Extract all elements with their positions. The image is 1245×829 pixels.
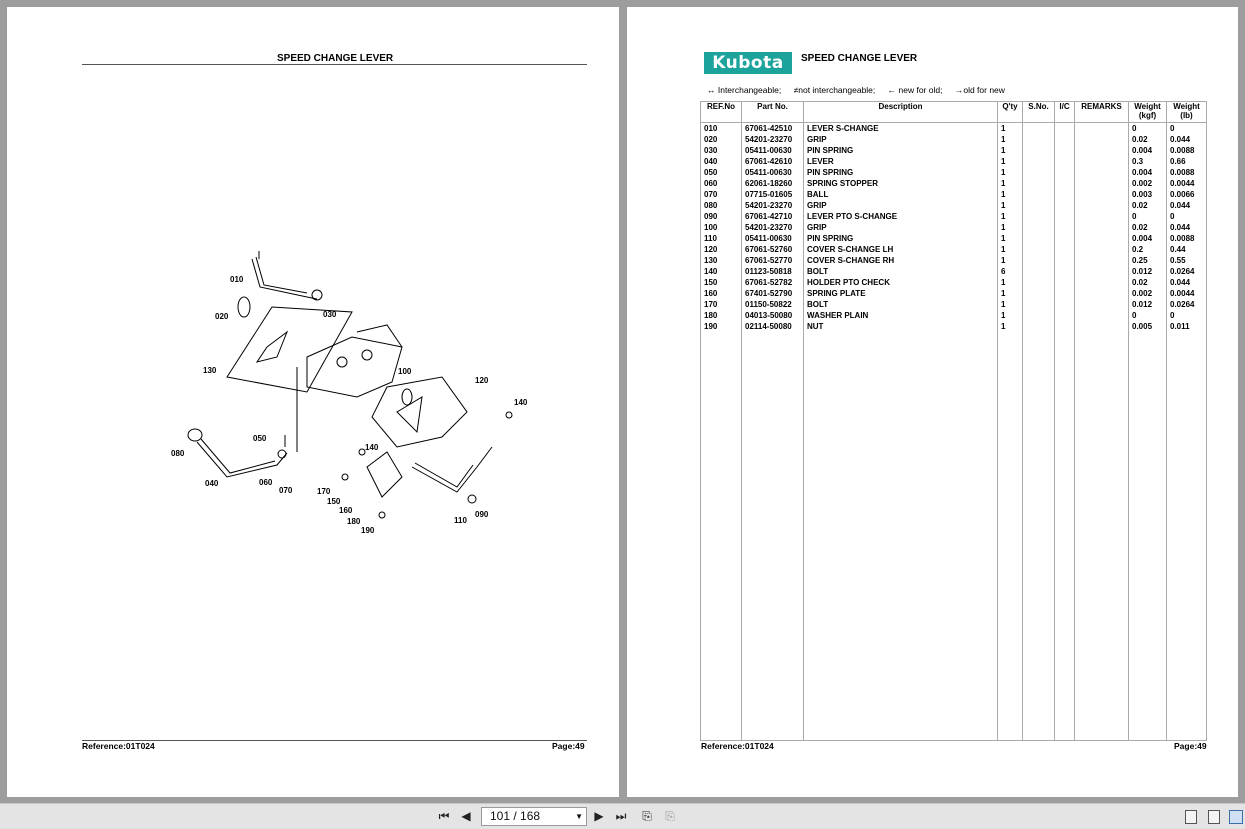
table-cell: 0: [1129, 211, 1167, 222]
table-cell: [1055, 167, 1075, 178]
table-cell: 1: [998, 233, 1023, 244]
table-cell: [1055, 156, 1075, 167]
table-cell: 0.002: [1129, 178, 1167, 189]
prev-page-icon[interactable]: ◀: [461, 809, 471, 823]
table-cell: 070: [701, 189, 742, 200]
table-row: [701, 167, 1207, 178]
table-cell: GRIP: [804, 134, 998, 145]
callout-070: 070: [279, 486, 293, 495]
chevron-down-icon: ▼: [575, 812, 583, 821]
col-remarks: REMARKS: [1075, 102, 1129, 123]
table-cell: 0.004: [1129, 167, 1167, 178]
table-cell: PIN SPRING: [804, 145, 998, 156]
table-cell: [1055, 134, 1075, 145]
rotate-page-icon[interactable]: ⎘: [642, 809, 652, 823]
table-cell: SPRING PLATE: [804, 288, 998, 299]
table-header-row: [701, 102, 1207, 123]
table-cell: [1055, 145, 1075, 156]
table-cell: 0.0264: [1167, 266, 1207, 277]
table-cell: [1055, 321, 1075, 332]
table-cell: 6: [998, 266, 1023, 277]
table-cell: [1023, 167, 1055, 178]
table-cell: [1075, 189, 1129, 200]
table-cell: 0.66: [1167, 156, 1207, 167]
table-cell: 110: [701, 233, 742, 244]
table-cell: 120: [701, 244, 742, 255]
table-filler-cell: [1129, 332, 1167, 741]
table-cell: 180: [701, 310, 742, 321]
single-page-view-icon[interactable]: [1185, 810, 1197, 824]
table-cell: 100: [701, 222, 742, 233]
table-cell: [1023, 321, 1055, 332]
table-cell: 01150-50822: [742, 299, 804, 310]
table-cell: 1: [998, 277, 1023, 288]
parts-table: [700, 101, 1207, 741]
table-cell: [1075, 321, 1129, 332]
table-cell: [1075, 200, 1129, 211]
table-cell: [1023, 222, 1055, 233]
table-cell: 160: [701, 288, 742, 299]
table-cell: 01123-50818: [742, 266, 804, 277]
page-title: SPEED CHANGE LEVER: [801, 53, 918, 64]
col-qty: Q'ty: [998, 102, 1023, 123]
table-row: [701, 200, 1207, 211]
table-cell: LEVER S-CHANGE: [804, 123, 998, 135]
table-cell: BALL: [804, 189, 998, 200]
table-cell: 0.044: [1167, 200, 1207, 211]
table-cell: 1: [998, 189, 1023, 200]
continuous-view-icon[interactable]: [1208, 810, 1220, 824]
reference-label: Reference:01T024: [701, 741, 774, 751]
table-filler-cell: [701, 332, 742, 741]
legend-old-for-new: →old for new: [954, 85, 1005, 95]
table-cell: LEVER: [804, 156, 998, 167]
footer-rule: [82, 740, 587, 741]
table-cell: [1075, 233, 1129, 244]
table-cell: WASHER PLAIN: [804, 310, 998, 321]
table-cell: GRIP: [804, 200, 998, 211]
table-cell: [1075, 167, 1129, 178]
table-cell: 0.0044: [1167, 288, 1207, 299]
table-row: [701, 244, 1207, 255]
table-cell: 1: [998, 288, 1023, 299]
table-cell: [1055, 244, 1075, 255]
table-cell: 170: [701, 299, 742, 310]
table-cell: [1075, 156, 1129, 167]
table-cell: [1023, 255, 1055, 266]
table-cell: [1075, 145, 1129, 156]
two-page-view-icon[interactable]: [1229, 810, 1243, 824]
table-filler-cell: [804, 332, 998, 741]
table-cell: 05411-00630: [742, 145, 804, 156]
table-cell: 0: [1167, 211, 1207, 222]
table-cell: [1075, 178, 1129, 189]
table-cell: 02114-50080: [742, 321, 804, 332]
table-row: [701, 277, 1207, 288]
table-cell: [1023, 244, 1055, 255]
interchange-legend: [707, 85, 1015, 95]
kubota-logo: Kubota: [704, 52, 792, 74]
table-cell: 1: [998, 211, 1023, 222]
table-cell: 1: [998, 167, 1023, 178]
table-cell: 0.004: [1129, 145, 1167, 156]
table-row: [701, 145, 1207, 156]
reference-label: Reference:01T024: [82, 741, 155, 751]
table-cell: 62061-18260: [742, 178, 804, 189]
table-cell: 67061-42510: [742, 123, 804, 135]
callout-120: 120: [475, 376, 489, 385]
callout-130: 130: [203, 366, 217, 375]
table-cell: [1023, 200, 1055, 211]
table-cell: [1055, 189, 1075, 200]
table-cell: [1075, 211, 1129, 222]
legend-new-for-old: ← new for old;: [887, 85, 943, 95]
table-cell: NUT: [804, 321, 998, 332]
table-cell: [1023, 156, 1055, 167]
table-cell: 0.2: [1129, 244, 1167, 255]
col-weight-kgf: Weight (kgf): [1129, 102, 1167, 123]
col-part-no: Part No.: [742, 102, 804, 123]
table-filler-cell: [998, 332, 1023, 741]
table-cell: 1: [998, 222, 1023, 233]
table-row: [701, 178, 1207, 189]
table-cell: 67061-52782: [742, 277, 804, 288]
table-cell: [1023, 134, 1055, 145]
title-rule: [82, 64, 587, 65]
table-cell: 0.0088: [1167, 145, 1207, 156]
table-cell: LEVER PTO S-CHANGE: [804, 211, 998, 222]
table-cell: [1023, 123, 1055, 135]
table-cell: 67061-42610: [742, 156, 804, 167]
table-cell: [1075, 244, 1129, 255]
table-cell: PIN SPRING: [804, 167, 998, 178]
table-cell: 0.003: [1129, 189, 1167, 200]
table-cell: 04013-50080: [742, 310, 804, 321]
table-cell: [1055, 266, 1075, 277]
next-page-icon[interactable]: ▶: [594, 809, 604, 823]
table-cell: COVER S-CHANGE LH: [804, 244, 998, 255]
table-cell: [1055, 200, 1075, 211]
table-cell: [1023, 266, 1055, 277]
table-cell: 0.044: [1167, 134, 1207, 145]
table-cell: 090: [701, 211, 742, 222]
exploded-parts-diagram: [157, 237, 537, 537]
table-cell: 0.55: [1167, 255, 1207, 266]
table-cell: 010: [701, 123, 742, 135]
table-cell: [1075, 266, 1129, 277]
table-cell: 030: [701, 145, 742, 156]
table-cell: 1: [998, 123, 1023, 135]
table-filler-cell: [1167, 332, 1207, 741]
table-cell: 1: [998, 321, 1023, 332]
table-cell: [1055, 222, 1075, 233]
table-row: [701, 255, 1207, 266]
table-cell: 0.002: [1129, 288, 1167, 299]
table-cell: [1075, 134, 1129, 145]
callout-150: 150: [327, 497, 341, 506]
table-cell: [1023, 211, 1055, 222]
table-cell: [1023, 288, 1055, 299]
right-page: [627, 7, 1238, 797]
left-page: [7, 7, 619, 797]
table-cell: [1075, 277, 1129, 288]
table-row: [701, 266, 1207, 277]
table-row: [701, 189, 1207, 200]
table-cell: [1023, 277, 1055, 288]
page-number-label: Page:49: [552, 741, 585, 751]
callout-110: 110: [454, 516, 467, 525]
table-cell: [1023, 178, 1055, 189]
table-row: [701, 233, 1207, 244]
table-cell: 0.0088: [1167, 167, 1207, 178]
table-cell: 54201-23270: [742, 200, 804, 211]
callout-100: 100: [398, 367, 412, 376]
table-cell: 0.044: [1167, 222, 1207, 233]
col-ic: I/C: [1055, 102, 1075, 123]
table-cell: 0.004: [1129, 233, 1167, 244]
table-row: [701, 156, 1207, 167]
table-cell: [1055, 255, 1075, 266]
table-cell: 1: [998, 134, 1023, 145]
table-row: [701, 299, 1207, 310]
viewer-toolbar: [0, 803, 1245, 829]
table-cell: 0.011: [1167, 321, 1207, 332]
callout-010: 010: [230, 275, 244, 284]
table-cell: 190: [701, 321, 742, 332]
callout-090: 090: [475, 510, 489, 519]
table-filler-cell: [1075, 332, 1129, 741]
table-cell: [1055, 211, 1075, 222]
table-cell: 0.02: [1129, 200, 1167, 211]
callout-180: 180: [347, 517, 361, 526]
table-cell: [1075, 255, 1129, 266]
table-cell: [1023, 189, 1055, 200]
page-title: SPEED CHANGE LEVER: [277, 53, 394, 64]
table-cell: SPRING STOPPER: [804, 178, 998, 189]
table-row: [701, 288, 1207, 299]
table-cell: 0.012: [1129, 266, 1167, 277]
callout-080: 080: [171, 449, 185, 458]
table-cell: [1055, 277, 1075, 288]
callout-040: 040: [205, 479, 219, 488]
table-cell: [1055, 233, 1075, 244]
rotate-disabled-icon: ⎘: [665, 809, 675, 823]
table-cell: [1055, 288, 1075, 299]
table-cell: 0.02: [1129, 222, 1167, 233]
page-indicator: 101 / 168: [490, 809, 541, 823]
table-cell: 0.005: [1129, 321, 1167, 332]
table-row: [701, 123, 1207, 135]
table-row: [701, 134, 1207, 145]
table-cell: [1023, 310, 1055, 321]
table-cell: 1: [998, 310, 1023, 321]
first-page-icon[interactable]: ⏮: [438, 809, 450, 823]
table-cell: 1: [998, 200, 1023, 211]
table-cell: 0.0066: [1167, 189, 1207, 200]
table-cell: 150: [701, 277, 742, 288]
table-cell: 0.3: [1129, 156, 1167, 167]
table-cell: 130: [701, 255, 742, 266]
table-cell: [1075, 123, 1129, 135]
table-cell: 54201-23270: [742, 134, 804, 145]
legend-not-interchangeable: ≠not interchangeable;: [793, 85, 876, 95]
table-cell: 0: [1129, 123, 1167, 135]
table-cell: 1: [998, 299, 1023, 310]
callout-020: 020: [215, 312, 229, 321]
table-filler-cell: [1055, 332, 1075, 741]
table-row: [701, 321, 1207, 332]
page-number-select[interactable]: [481, 807, 587, 826]
callout-170: 170: [317, 487, 331, 496]
table-cell: [1023, 233, 1055, 244]
table-cell: [1055, 178, 1075, 189]
table-cell: 54201-23270: [742, 222, 804, 233]
col-serial-no: S.No.: [1023, 102, 1055, 123]
table-cell: [1075, 310, 1129, 321]
table-cell: [1075, 222, 1129, 233]
table-cell: 080: [701, 200, 742, 211]
table-cell: 0.02: [1129, 277, 1167, 288]
col-ref-no: REF.No: [701, 102, 742, 123]
table-cell: 1: [998, 255, 1023, 266]
table-cell: [1075, 288, 1129, 299]
table-cell: 140: [701, 266, 742, 277]
table-cell: 67061-52770: [742, 255, 804, 266]
table-cell: 1: [998, 244, 1023, 255]
callout-060: 060: [259, 478, 273, 487]
table-cell: 0.0044: [1167, 178, 1207, 189]
table-cell: [1075, 299, 1129, 310]
table-cell: 67061-52760: [742, 244, 804, 255]
callout-050: 050: [253, 434, 267, 443]
table-cell: GRIP: [804, 222, 998, 233]
table-cell: 0: [1167, 310, 1207, 321]
callout-140: 140: [514, 398, 528, 407]
table-cell: 05411-00630: [742, 167, 804, 178]
callout-160: 160: [339, 506, 353, 515]
table-cell: 0.044: [1167, 277, 1207, 288]
table-cell: 0.25: [1129, 255, 1167, 266]
table-cell: 0.0088: [1167, 233, 1207, 244]
table-cell: COVER S-CHANGE RH: [804, 255, 998, 266]
last-page-icon[interactable]: ⏭: [615, 809, 627, 823]
callout-140b: 140: [365, 443, 379, 452]
table-cell: 050: [701, 167, 742, 178]
table-cell: 020: [701, 134, 742, 145]
table-cell: HOLDER PTO CHECK: [804, 277, 998, 288]
col-weight-lb: Weight (lb): [1167, 102, 1207, 123]
table-cell: [1023, 145, 1055, 156]
callout-030: 030: [323, 310, 337, 319]
table-cell: 07715-01605: [742, 189, 804, 200]
table-cell: 0: [1129, 310, 1167, 321]
table-cell: 0.44: [1167, 244, 1207, 255]
table-cell: 05411-00630: [742, 233, 804, 244]
table-cell: PIN SPRING: [804, 233, 998, 244]
table-cell: BOLT: [804, 266, 998, 277]
table-cell: [1023, 299, 1055, 310]
table-cell: [1055, 310, 1075, 321]
table-cell: 060: [701, 178, 742, 189]
table-row: [701, 310, 1207, 321]
col-description: Description: [804, 102, 998, 123]
table-filler-row: [701, 332, 1207, 741]
table-cell: 0.02: [1129, 134, 1167, 145]
table-cell: BOLT: [804, 299, 998, 310]
table-row: [701, 211, 1207, 222]
table-cell: 0.012: [1129, 299, 1167, 310]
table-cell: 1: [998, 178, 1023, 189]
table-filler-cell: [742, 332, 804, 741]
table-cell: [1055, 123, 1075, 135]
table-cell: 1: [998, 156, 1023, 167]
table-cell: [1055, 299, 1075, 310]
table-cell: 040: [701, 156, 742, 167]
table-cell: 67061-42710: [742, 211, 804, 222]
table-cell: 0.0264: [1167, 299, 1207, 310]
table-cell: 0: [1167, 123, 1207, 135]
table-row: [701, 222, 1207, 233]
page-number-label: Page:49: [1174, 741, 1207, 751]
table-filler-cell: [1023, 332, 1055, 741]
legend-interchangeable: ↔ Interchangeable;: [707, 85, 782, 95]
callout-190: 190: [361, 526, 375, 535]
table-cell: 67401-52790: [742, 288, 804, 299]
table-cell: 1: [998, 145, 1023, 156]
